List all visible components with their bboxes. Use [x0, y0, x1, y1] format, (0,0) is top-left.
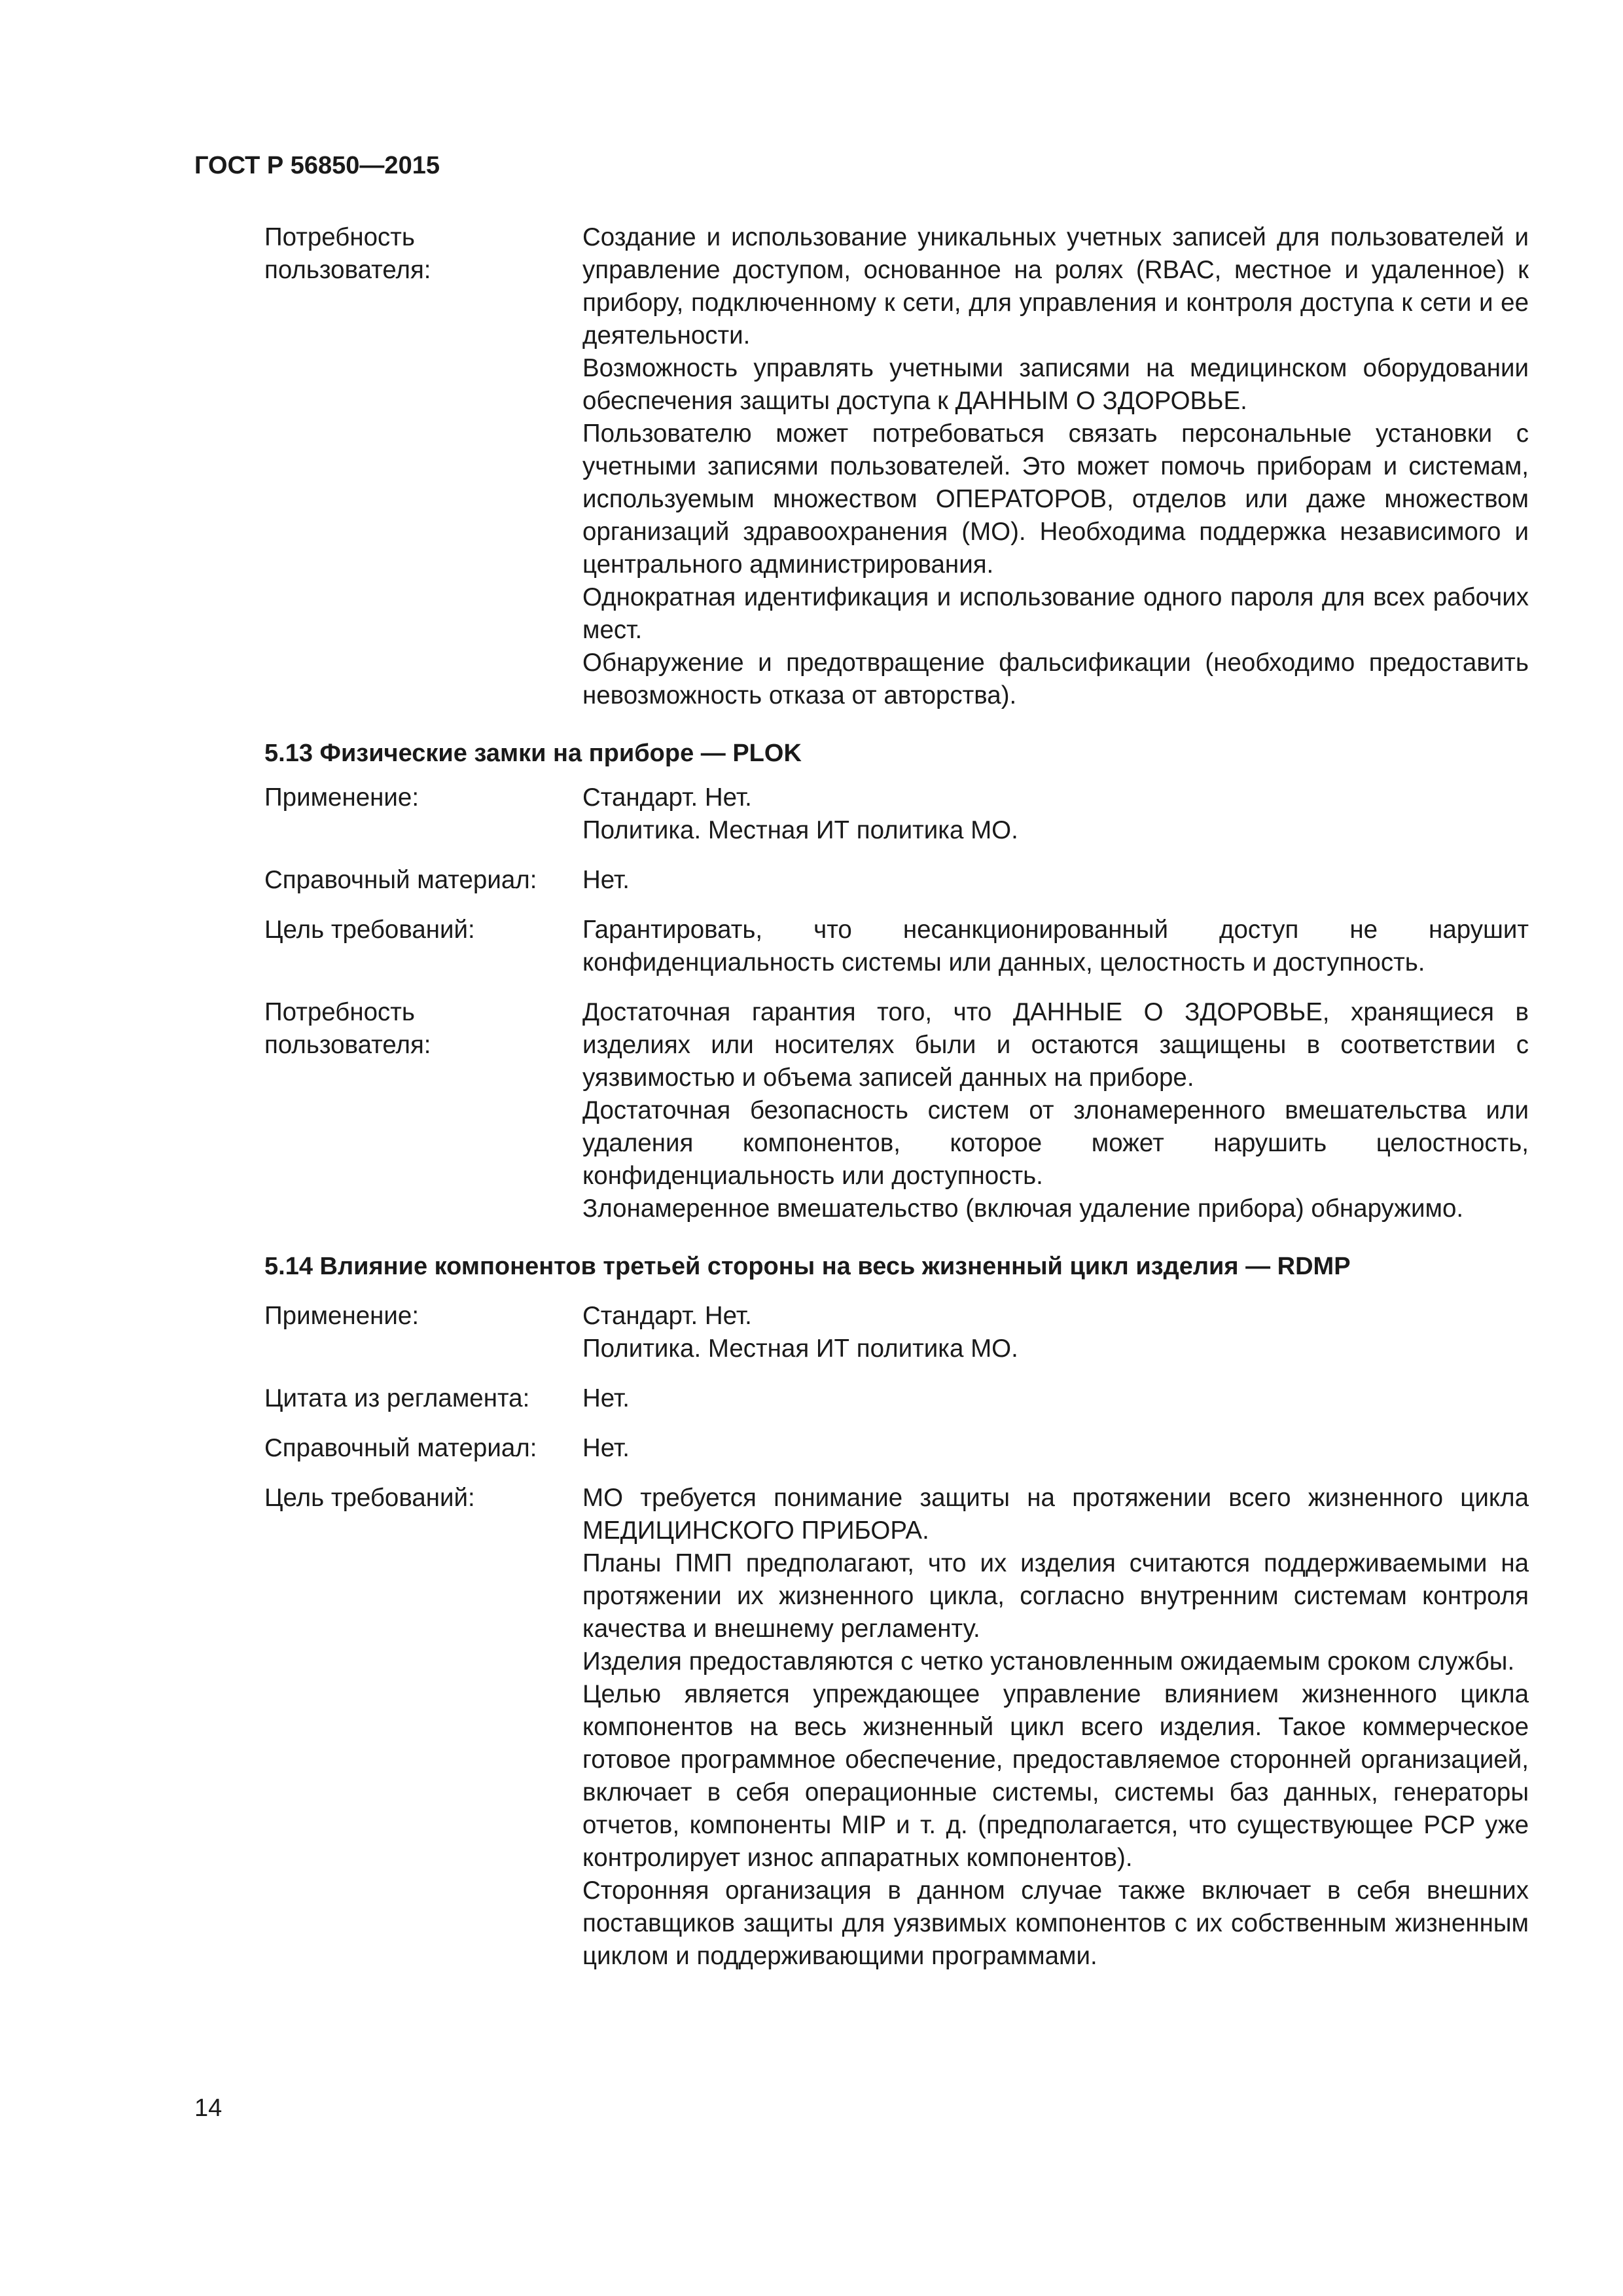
- paragraph: Достаточная гарантия того, что ДАННЫЕ О ЗДОРОВЬЕ, хранящиеся в изделиях или носителях были и остаются защищены в соответствии с уязвимостью и объема записей данных на приборе.: [582, 998, 1529, 1092]
- field-value-user-need: [582, 996, 1529, 1225]
- paragraph: Изделия предоставляются с четко установленным ожидаемым сроком службы.: [582, 1647, 1515, 1676]
- paragraph: Обнаружение и предотвращение фальсификации (необходимо предоставить невозможность отказа от авторства).: [582, 649, 1529, 709]
- field-value-application: Стандарт. Нет. Политика. Местная ИТ политика МО.: [582, 783, 1018, 844]
- row-goal: [264, 1482, 1529, 1973]
- field-label-goal: Цель требований:: [264, 916, 475, 944]
- field-label-user-need: Потребность пользователя:: [264, 223, 431, 284]
- field-value-goal: [582, 1482, 1529, 1973]
- paragraph: Злонамеренное вмешательство (включая удаление прибора) обнаружимо.: [582, 1194, 1464, 1223]
- row-user-need: [264, 996, 1529, 1225]
- page-number: 14: [194, 2094, 223, 2122]
- field-value-citation: Нет.: [582, 1384, 630, 1412]
- paragraph: Достаточная безопасность систем от злонамеренного вмешательства или удаления компонентов, которое может нарушить целостность, конфиденциальность или доступность.: [582, 1096, 1529, 1190]
- field-label-application: Применение:: [264, 783, 419, 812]
- row-goal: [264, 914, 1529, 979]
- row-reference: [264, 1432, 1529, 1465]
- field-value-user-need: [582, 221, 1529, 712]
- paragraph: Сторонняя организация в данном случае также включает в себя внешних поставщиков защиты для уязвимых компонентов с их собственным жизненным циклом и поддерживающими программами.: [582, 1876, 1529, 1970]
- document-body: [264, 221, 1529, 1973]
- paragraph: Однократная идентификация и использование одного пароля для всех рабочих мест.: [582, 583, 1529, 644]
- field-label-citation: Цитата из регламента:: [264, 1384, 530, 1412]
- field-value-reference: Нет.: [582, 1434, 630, 1462]
- row-citation: [264, 1382, 1529, 1415]
- row-reference: [264, 864, 1529, 897]
- paragraph: МО требуется понимание защиты на протяжении всего жизненного цикла МЕДИЦИНСКОГО ПРИБОРА.: [582, 1484, 1529, 1545]
- field-label-reference: Справочный материал:: [264, 866, 537, 894]
- section-heading-5-13: 5.13 Физические замки на приборе — PLOK: [264, 740, 802, 767]
- paragraph: Гарантировать, что несанкционированный доступ не нарушит конфиденциальность системы или данных, целостность и доступность.: [582, 916, 1529, 977]
- field-label-user-need: Потребность пользователя:: [264, 998, 431, 1059]
- paragraph: Целью является упреждающее управление влиянием жизненного цикла компонентов на весь жизненный цикл всего изделия. Такое коммерческое готовое программное обеспечение, предоставляемое сторонней организацией, включает в себя операционные системы, системы баз данных, генераторы отчетов, компоненты MIP и т. д. (предполагается, что существующее PCP уже контролирует износ аппаратных компонентов).: [582, 1680, 1529, 1872]
- field-label-application: Применение:: [264, 1302, 419, 1330]
- field-value-reference: Нет.: [582, 866, 630, 894]
- field-label-reference: Справочный материал:: [264, 1434, 537, 1462]
- document-header: ГОСТ Р 56850—2015: [194, 152, 440, 179]
- field-label-goal: Цель требований:: [264, 1484, 475, 1512]
- paragraph: Возможность управлять учетными записями на медицинском оборудовании обеспечения защиты доступа к ДАННЫМ О ЗДОРОВЬЕ.: [582, 354, 1529, 415]
- paragraph: Пользователю может потребоваться связать персональные установки с учетными записями пользователей. Это может помочь приборам и системам, используемым множеством ОПЕРАТОРОВ, отделов или даже множеством организаций здравоохранения (МО). Необходима поддержка независимого и центрального администрирования.: [582, 420, 1529, 579]
- field-value-goal: [582, 914, 1529, 979]
- field-value-application: Стандарт. Нет. Политика. Местная ИТ политика МО.: [582, 1302, 1018, 1363]
- paragraph: Создание и использование уникальных учетных записей для пользователей и управление доступом, основанное на ролях (RBAC, местное и удаленное) к прибору, подключенному к сети, для управления и контроля доступа к сети и ее деятельности.: [582, 223, 1529, 350]
- section-heading-5-14: 5.14 Влияние компонентов третьей стороны на весь жизненный цикл изделия — RDMP: [264, 1253, 1351, 1280]
- row-application: [264, 1300, 1529, 1365]
- row-application: [264, 781, 1529, 847]
- paragraph: Планы ПМП предполагают, что их изделия считаются поддерживаемыми на протяжении их жизненного цикла, согласно внутренним системам контроля качества и внешнему регламенту.: [582, 1549, 1529, 1643]
- row-user-need: [264, 221, 1529, 712]
